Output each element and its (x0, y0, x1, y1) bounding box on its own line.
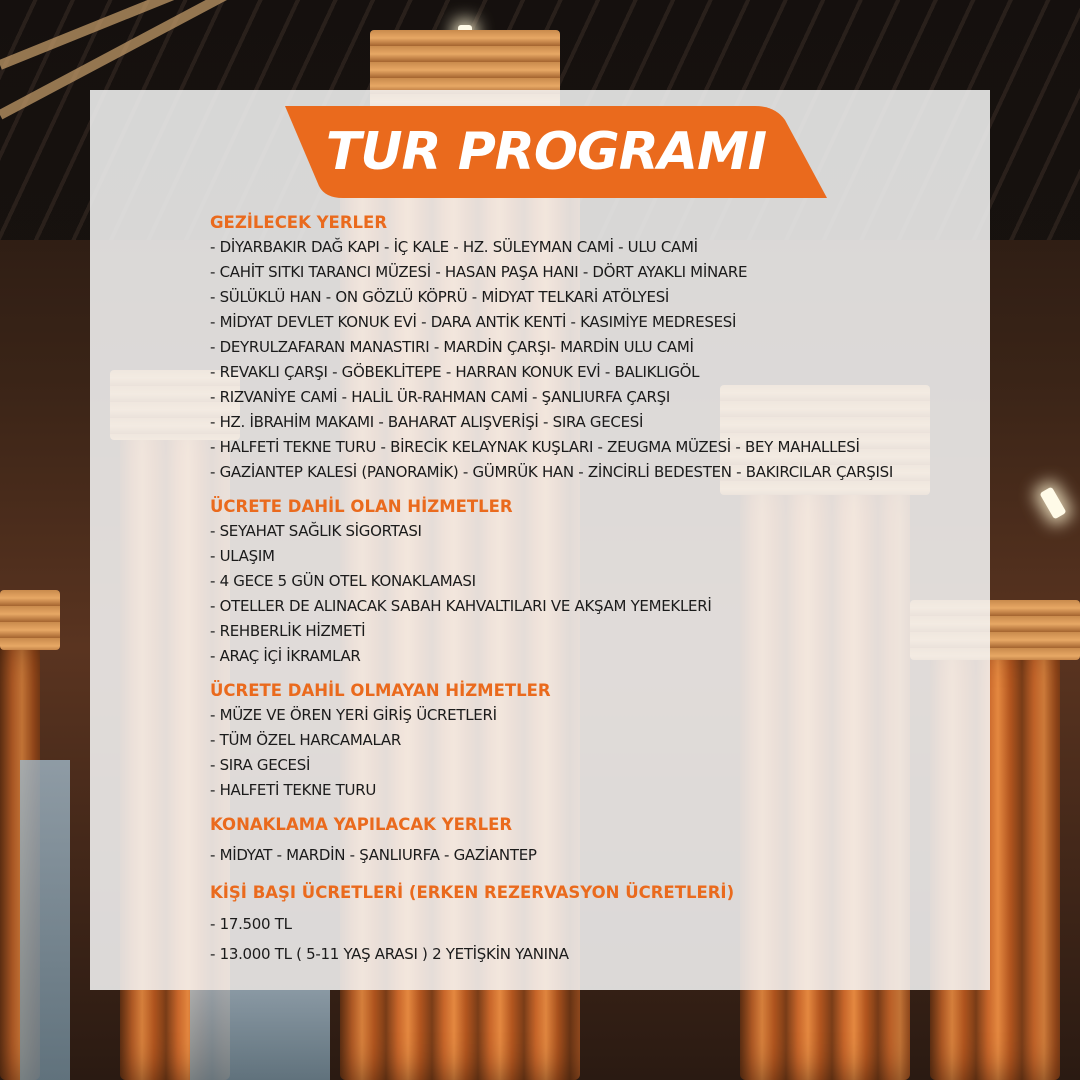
list-item: - REVAKLI ÇARŞI - GÖBEKLİTEPE - HARRAN KONUK EVİ - BALIKLIGÖL (210, 363, 700, 381)
display-panel (20, 760, 70, 1080)
section-heading-prices: KİŞİ BAŞI ÜCRETLERİ (ERKEN REZERVASYON ÜCRETLERİ) (210, 883, 735, 902)
list-item: - OTELLER DE ALINACAK SABAH KAHVALTILARI VE AKŞAM YEMEKLERİ (210, 597, 712, 615)
list-item: - MÜZE VE ÖREN YERİ GİRİŞ ÜCRETLERİ (210, 706, 497, 724)
section-heading-places: GEZİLECEK YERLER (210, 213, 388, 232)
list-item: - SEYAHAT SAĞLIK SİGORTASI (210, 522, 422, 540)
price-adult: - 17.500 TL (210, 915, 292, 933)
price-child: - 13.000 TL ( 5-11 YAŞ ARASI ) 2 YETİŞKİN YANINA (210, 945, 569, 963)
title-banner (285, 106, 827, 198)
list-item: - RIZVANİYE CAMİ - HALİL ÜR-RAHMAN CAMİ - ŞANLIURFA ÇARŞI (210, 388, 670, 406)
ceiling-lamp (1039, 487, 1066, 520)
list-item: - SIRA GECESİ (210, 756, 311, 774)
section-places (210, 210, 980, 485)
list-item: - SÜLÜKLÜ HAN - ON GÖZLÜ KÖPRÜ - MİDYAT TELKARİ ATÖLYESİ (210, 288, 670, 306)
section-stays (210, 812, 980, 868)
section-included (210, 494, 980, 669)
list-item: - MİDYAT DEVLET KONUK EVİ - DARA ANTİK KENTİ - KASIMİYE MEDRESESİ (210, 313, 737, 331)
column-capital (0, 590, 60, 650)
list-item: - CAHİT SITKI TARANCI MÜZESİ - HASAN PAŞA HANI - DÖRT AYAKLI MİNARE (210, 263, 748, 281)
list-item: - DEYRULZAFARAN MANASTIRI - MARDİN ÇARŞI- MARDİN ULU CAMİ (210, 338, 694, 356)
list-item: - HALFETİ TEKNE TURU - BİRECİK KELAYNAK KUŞLARI - ZEUGMA MÜZESİ - BEY MAHALLESİ (210, 438, 860, 456)
list-item: - REHBERLİK HİZMETİ (210, 622, 366, 640)
section-excluded (210, 678, 980, 803)
page-title: TUR PROGRAMI (325, 122, 767, 182)
list-item: - MİDYAT - MARDİN - ŞANLIURFA - GAZİANTEP (210, 846, 537, 864)
tour-details (210, 210, 980, 969)
display-panel (190, 990, 330, 1080)
list-item: - DİYARBAKIR DAĞ KAPI - İÇ KALE - HZ. SÜLEYMAN CAMİ - ULU CAMİ (210, 238, 698, 256)
list-item: - TÜM ÖZEL HARCAMALAR (210, 731, 401, 749)
section-heading-excluded: ÜCRETE DAHİL OLMAYAN HİZMETLER (210, 681, 551, 700)
list-item: - HZ. İBRAHİM MAKAMI - BAHARAT ALIŞVERİŞİ - SIRA GECESİ (210, 413, 644, 431)
list-item: - HALFETİ TEKNE TURU (210, 781, 377, 799)
section-heading-included: ÜCRETE DAHİL OLAN HİZMETLER (210, 497, 513, 516)
list-item: - ARAÇ İÇİ İKRAMLAR (210, 647, 361, 665)
list-item: - 4 GECE 5 GÜN OTEL KONAKLAMASI (210, 572, 476, 590)
section-heading-stays: KONAKLAMA YAPILACAK YERLER (210, 815, 513, 834)
section-prices (210, 880, 980, 969)
list-item: - GAZİANTEP KALESİ (PANORAMİK) - GÜMRÜK HAN - ZİNCİRLİ BEDESTEN - BAKIRCILAR ÇARŞISI (210, 463, 893, 481)
list-item: - ULAŞIM (210, 547, 275, 565)
